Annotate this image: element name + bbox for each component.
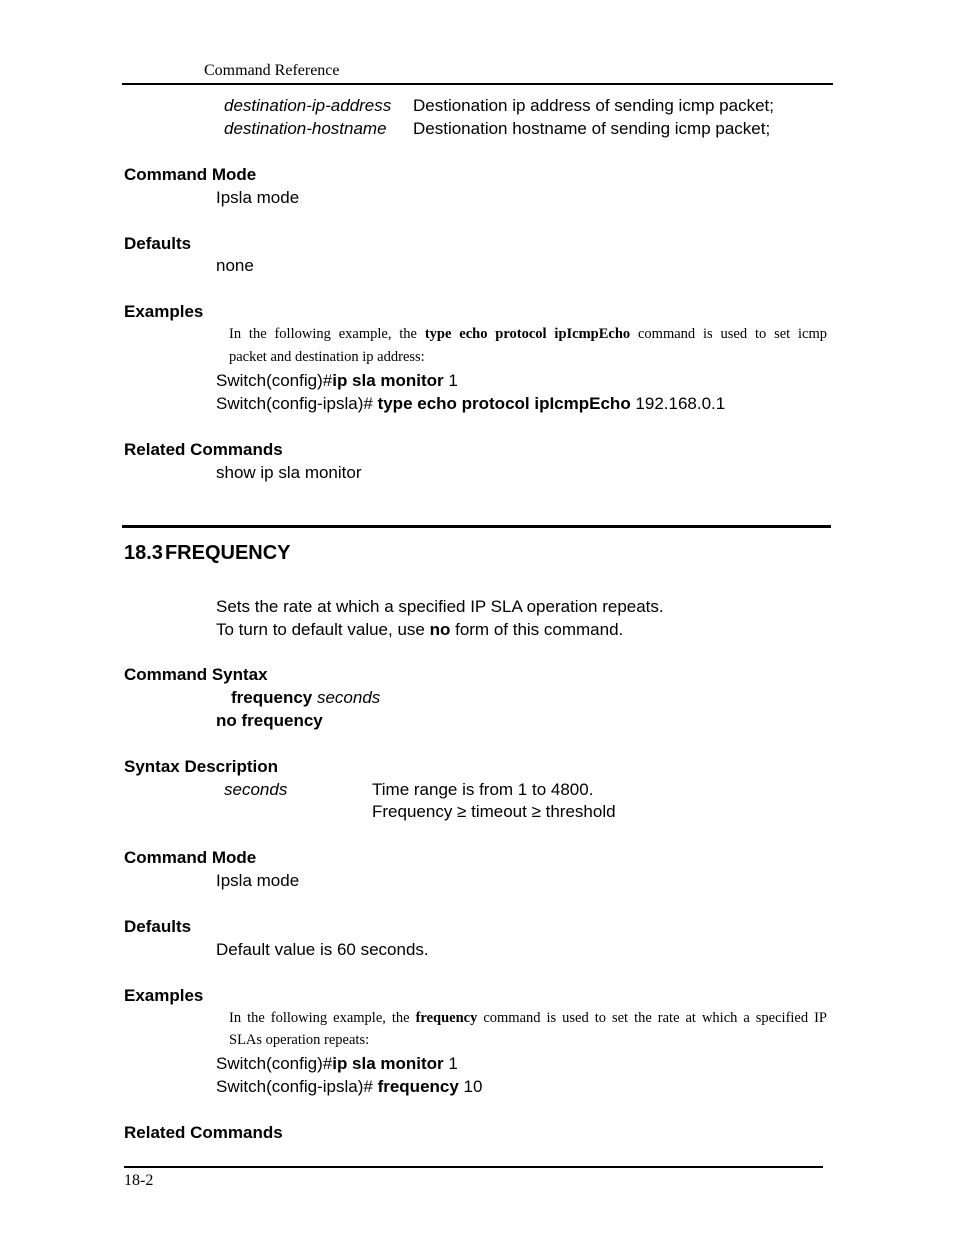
examples-heading: Examples — [124, 302, 204, 321]
example-intro: In the following example, the type echo protocol ipIcmpEcho command is used to set icmp — [229, 326, 828, 342]
example-code-line: Switch(config-ipsla)# type echo protocol ipIcmpEcho 192.168.0.1 — [216, 394, 726, 413]
command-syntax-heading: Command Syntax — [124, 665, 268, 684]
syntax-line: frequency seconds — [231, 688, 381, 707]
header-rule — [122, 83, 833, 85]
example-code-line: Switch(config-ipsla)# frequency 10 — [216, 1077, 483, 1096]
running-header: Command Reference — [204, 62, 340, 79]
section-desc: To turn to default value, use no form of this command. — [216, 620, 624, 639]
example-intro-line2: SLAs operation repeats: — [229, 1032, 370, 1048]
param-desc: Time range is from 1 to 4800. — [372, 780, 594, 799]
section-title — [124, 542, 291, 565]
param-term: destination-hostname — [224, 119, 387, 138]
example-intro-line2: packet and destination ip address: — [229, 349, 425, 365]
defaults-text: Default value is 60 seconds. — [216, 940, 429, 959]
param-desc: Frequency ≥ timeout ≥ threshold — [372, 802, 616, 821]
page-number: 18-2 — [124, 1172, 154, 1189]
section-number: 18.3 — [124, 542, 163, 564]
command-mode-text: Ipsla mode — [216, 188, 300, 207]
param-term: seconds — [224, 780, 288, 799]
param-term: destination-ip-address — [224, 96, 392, 115]
param-desc: Destionation ip address of sending icmp packet; — [413, 96, 774, 115]
defaults-heading: Defaults — [124, 234, 192, 253]
related-commands-heading: Related Commands — [124, 440, 283, 459]
command-mode-text: Ipsla mode — [216, 871, 300, 890]
syntax-line: no frequency — [216, 711, 323, 730]
command-mode-heading: Command Mode — [124, 165, 257, 184]
example-intro: In the following example, the frequency command is used to set the rate at which a specified IP — [229, 1010, 828, 1026]
examples-heading: Examples — [124, 986, 204, 1005]
defaults-heading: Defaults — [124, 917, 192, 936]
related-commands-heading: Related Commands — [124, 1123, 283, 1142]
example-code-line: Switch(config)#ip sla monitor 1 — [216, 1054, 458, 1073]
syntax-description-heading: Syntax Description — [124, 757, 278, 776]
section-desc: Sets the rate at which a specified IP SLA operation repeats. — [216, 597, 664, 616]
example-code-line: Switch(config)#ip sla monitor 1 — [216, 371, 458, 390]
param-desc: Destionation hostname of sending icmp packet; — [413, 119, 771, 138]
section-rule — [122, 525, 831, 528]
command-mode-heading: Command Mode — [124, 848, 257, 867]
related-command-link[interactable]: show ip sla monitor — [216, 463, 362, 482]
footer-rule — [124, 1166, 823, 1168]
defaults-text: none — [216, 256, 254, 275]
section-name: FREQUENCY — [164, 542, 291, 564]
